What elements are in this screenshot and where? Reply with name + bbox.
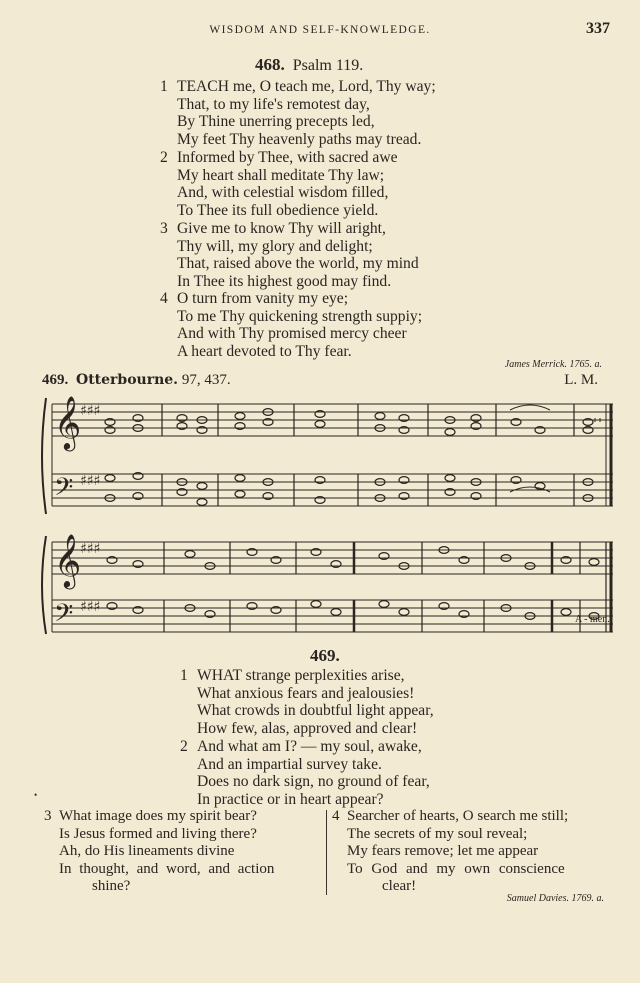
hymn-469-stanza-2 <box>180 738 430 808</box>
music-score-system-2 <box>40 530 615 640</box>
verse-line: To God and my own conscience <box>347 860 565 877</box>
hymn-number: 468. <box>255 55 285 74</box>
svg-text:♯♯♯: ♯♯♯ <box>80 599 101 615</box>
svg-text:𝄢: 𝄢 <box>54 473 74 508</box>
verse-line: In Thee its highest good may find. <box>177 272 392 290</box>
svg-text:♯♯♯: ♯♯♯ <box>80 473 101 489</box>
verse-line: Give me to know Thy will aright, <box>177 220 386 237</box>
verse-number: 4 <box>332 808 340 824</box>
verse-line: What anxious fears and jealousies! <box>197 684 415 702</box>
verse-line-turnover: shine? <box>92 878 131 895</box>
verse-line: Thy will, my glory and delight; <box>177 237 373 255</box>
hymn-468-stanza-1 <box>160 78 436 148</box>
psalm-reference: Psalm 119. <box>292 57 364 74</box>
hymn-468-stanza-4 <box>160 290 422 360</box>
verse-number: 4 <box>160 290 168 307</box>
verse-line: And, with celestial wisdom filled, <box>177 184 389 202</box>
verse-number: 1 <box>180 667 188 684</box>
hymn-469-stanza-3 <box>44 808 274 896</box>
tune-heading <box>42 372 598 389</box>
verse-line: And with Thy promised mercy cheer <box>177 325 407 343</box>
verse-number: 3 <box>160 220 168 237</box>
verse-line: And an impartial survey take. <box>197 755 382 773</box>
verse-line: My feet Thy heavenly paths may tread. <box>177 130 422 148</box>
verse-line: In practice or in heart appear? <box>197 790 384 808</box>
verse-line: TEACH me, O teach me, Lord, Thy way; <box>177 78 436 95</box>
tune-number: 469. <box>42 372 69 388</box>
verse-line: That, raised above the world, my mind <box>177 255 419 273</box>
page-number: 337 <box>586 20 610 37</box>
tune-references: 97, 437. <box>181 372 231 388</box>
verse-number: 2 <box>180 738 188 755</box>
tune-name: Otterbourne. <box>76 372 179 388</box>
verse-line: My heart shall meditate Thy law; <box>177 166 385 184</box>
hymn-469-stanza-4 <box>332 808 568 896</box>
verse-line: The secrets of my soul reveal; <box>347 825 528 842</box>
verse-line: A heart devoted to Thy fear. <box>177 342 352 360</box>
verse-line: WHAT strange perplexities arise, <box>197 667 405 684</box>
verse-line: And what am I? — my soul, awake, <box>197 738 422 755</box>
column-divider <box>326 810 327 895</box>
amen-label: A - men. <box>575 614 610 625</box>
verse-line: By Thine unerring precepts led, <box>177 113 375 131</box>
verse-line: Does no dark sign, no ground of fear, <box>197 773 430 791</box>
hymn-468-heading <box>255 55 363 75</box>
music-score-system-1 <box>40 392 615 522</box>
meter: L. M. <box>564 372 598 388</box>
svg-text:♯♯♯: ♯♯♯ <box>80 403 101 419</box>
verse-line: To me Thy quickening strength suppiy; <box>177 307 423 325</box>
verse-line: My fears remove; let me appear <box>347 843 539 860</box>
svg-text:𝄞: 𝄞 <box>54 533 82 587</box>
running-head: WISDOM AND SELF-KNOWLEDGE. <box>209 24 431 36</box>
hymn-number: 469. <box>310 646 340 665</box>
verse-line: To Thee its full obedience yield. <box>177 201 379 219</box>
verse-line: Is Jesus formed and living there? <box>59 825 257 842</box>
verse-number: 1 <box>160 78 168 95</box>
verse-line: Ah, do His lineaments divine <box>59 843 235 860</box>
verse-number: 2 <box>160 149 168 166</box>
verse-line: Searcher of hearts, O search me still; <box>347 808 569 824</box>
hymn-469-stanza-1 <box>180 667 434 737</box>
verse-line: What image does my spirit bear? <box>59 808 257 824</box>
author-attribution: James Merrick. 1765. a. <box>504 359 602 370</box>
verse-line: In thought, and word, and action <box>59 860 275 877</box>
hymn-468-stanza-2 <box>160 149 398 219</box>
hymn-469-heading <box>310 646 340 666</box>
verse-line: What crowds in doubtful light appear, <box>197 702 434 720</box>
verse-line: That, to my life's remotest day, <box>177 95 370 113</box>
svg-text:𝄞: 𝄞 <box>54 395 82 449</box>
verse-line: Informed by Thee, with sacred awe <box>177 149 398 166</box>
verse-line-turnover: clear! <box>382 878 417 895</box>
svg-text:♯♯♯: ♯♯♯ <box>80 541 101 557</box>
verse-number: 3 <box>44 808 52 824</box>
author-attribution: Samuel Davies. 1769. a. <box>506 893 604 904</box>
hymn-468-stanza-3 <box>160 220 419 290</box>
verse-line: O turn from vanity my eye; <box>177 290 349 307</box>
verse-line: How few, alas, approved and clear! <box>197 719 418 737</box>
margin-mark: • <box>34 790 38 800</box>
svg-text:𝄢: 𝄢 <box>54 599 74 634</box>
